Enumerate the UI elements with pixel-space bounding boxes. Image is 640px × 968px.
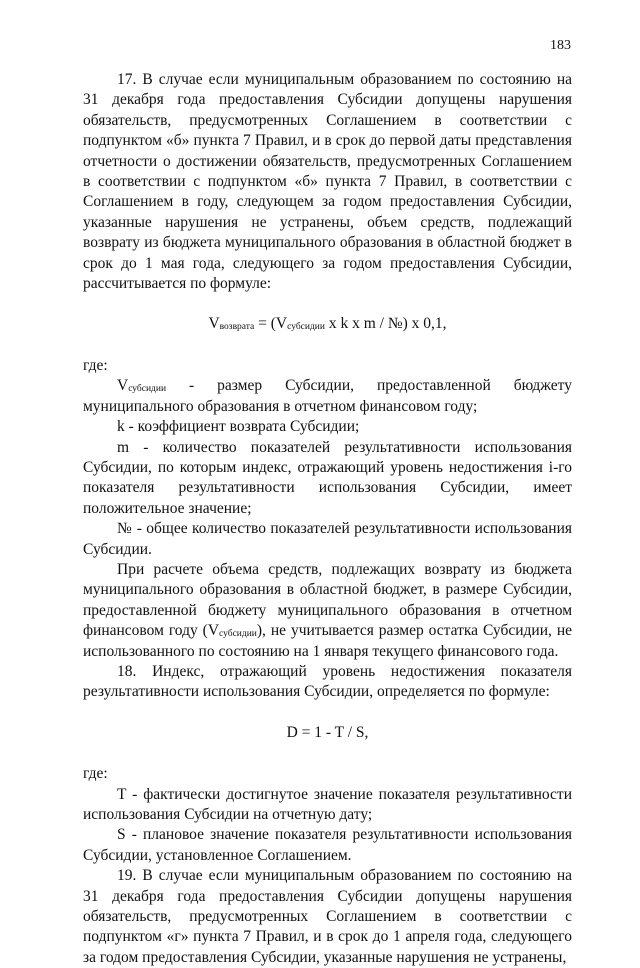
document-body xyxy=(83,70,572,968)
def-v-subscript: субсидии xyxy=(128,384,167,395)
page-number: 183 xyxy=(550,38,571,53)
formula-subsidy-subscript: субсидии xyxy=(287,322,325,333)
definition-s: S - плановое значение показателя результативности использования Субсидии, установленное Соглашением. xyxy=(83,826,572,864)
definition-m: m - количество показателей результативности использования Субсидии, по которым индекс, отражающий уровень недостижения i-го показателя результативности использования Субсидии, имеет положительное значение; xyxy=(83,438,572,517)
formula-v: V xyxy=(208,315,220,333)
paragraph-17: 17. В случае если муниципальным образованием по состоянию на 31 декабря года предоставления Субсидии допущены нарушения обязательств, предусмотренных Соглашением в соответствии с подпунктом «б» пункта 7 Правил, и в срок до первой даты представления отчетности о достижении обязательств, предусмотренных Соглашением в соответствии с подпунктом «б» пункта 7 Правил, в соответствии с Соглашением в году, следующем за годом предоставления Субсидии, указанные нарушения не устранены, объем средств, подлежащий возврату из бюджета муниципального образования в областной бюджет в срок до 1 мая года, следующего за годом предоставления Субсидии, рассчитывается по формуле: xyxy=(83,71,572,293)
definition-n: № - общее количество показателей результативности использования Субсидии. xyxy=(83,520,572,558)
calc-before: При расчете объема средств, подлежащих возврату из бюджета муниципального образования в областной бюджет, в размере Субсидии, предоставленной бюджету муниципального образования в отчетном финансовом году (V xyxy=(83,560,572,640)
formula-eq-open: = (V xyxy=(254,315,288,333)
paragraph-18: 18. Индекс, отражающий уровень недостижения показателя результативности использования Субсидии, определяется по формуле: xyxy=(83,662,572,701)
formula-rest: x k x m / №) x 0,1, xyxy=(324,315,447,333)
definition-t: T - фактически достигнутое значение показателя результативности использования Субсидии на отчетную дату; xyxy=(83,785,572,823)
return-volume-formula xyxy=(83,314,572,334)
definition-k: k - коэффициент возврата Субсидии; xyxy=(117,418,360,436)
def-v-text: - размер Субсидии, предоставленной бюджету муниципального образования в отчетном финансовом году; xyxy=(83,377,572,415)
calculation-note xyxy=(83,560,572,662)
index-formula: D = 1 - T / S, xyxy=(286,723,369,741)
where-label-2: где: xyxy=(83,765,108,783)
definition-v-subsidy xyxy=(83,376,572,417)
calc-subscript: субсидии xyxy=(219,629,257,640)
where-label-1: где: xyxy=(83,356,108,374)
def-v-symbol: V xyxy=(117,377,129,395)
formula-v-subscript: возврата xyxy=(219,322,255,333)
calc-after: ), не учитывается размер остатка Субсидии, не использованного по состоянию на 1 января текущего финансового года. xyxy=(83,622,572,660)
paragraph-19: 19. В случае если муниципальным образованием по состоянию на 31 декабря года предоставления Субсидии допущены нарушения обязательств, предусмотренных Соглашением в соответствии с подпунктом «г» пункта 7 Правил, и в срок до 1 апреля года, следующего за годом предоставления Субсидии, указанные нарушения не устранены, xyxy=(83,867,572,966)
